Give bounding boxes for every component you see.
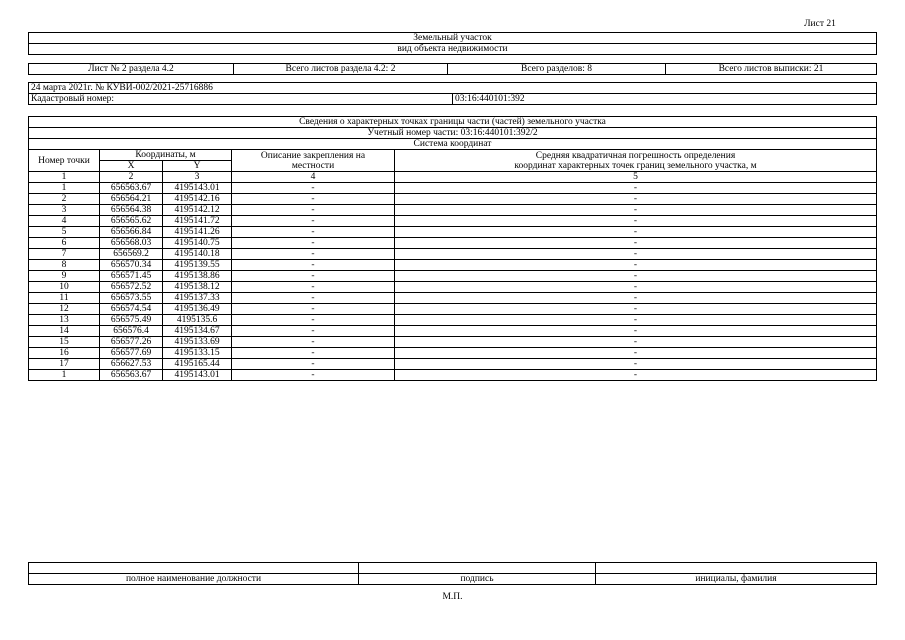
header-error — [395, 150, 877, 172]
point-row — [29, 238, 877, 249]
point-y: 4195143.01 — [163, 370, 232, 381]
point-x: 656564.38 — [100, 205, 163, 216]
point-number: 15 — [29, 337, 100, 348]
point-error: - — [395, 370, 877, 381]
point-error: - — [395, 238, 877, 249]
point-error: - — [395, 326, 877, 337]
header-x: X — [100, 161, 163, 172]
point-number: 9 — [29, 271, 100, 282]
point-description: - — [232, 227, 395, 238]
point-description: - — [232, 348, 395, 359]
column-number-row — [29, 172, 877, 183]
point-row — [29, 348, 877, 359]
point-error: - — [395, 249, 877, 260]
point-row — [29, 260, 877, 271]
point-description: - — [232, 337, 395, 348]
col-number: 3 — [163, 172, 232, 183]
point-y: 4195137.33 — [163, 293, 232, 304]
point-number: 16 — [29, 348, 100, 359]
cadastral-number: 03:16:440101:392 — [453, 94, 877, 105]
point-row — [29, 205, 877, 216]
point-error: - — [395, 348, 877, 359]
point-error: - — [395, 282, 877, 293]
object-type-table — [28, 32, 877, 55]
point-error: - — [395, 194, 877, 205]
point-error: - — [395, 304, 877, 315]
point-y: 4195165.44 — [163, 359, 232, 370]
header-description — [232, 150, 395, 172]
point-x: 656577.26 — [100, 337, 163, 348]
point-y: 4195139.55 — [163, 260, 232, 271]
point-x: 656627.53 — [100, 359, 163, 370]
point-number: 2 — [29, 194, 100, 205]
total-sheets-extract: Всего листов выписки: 21 — [666, 64, 877, 75]
stamp-placeholder: М.П. — [442, 592, 463, 602]
header-error-line2: координат характерных точек границ земельного участка, м — [514, 160, 757, 171]
point-description: - — [232, 205, 395, 216]
point-number: 14 — [29, 326, 100, 337]
point-x: 656568.03 — [100, 238, 163, 249]
point-description: - — [232, 326, 395, 337]
point-x: 656572.52 — [100, 282, 163, 293]
boundary-points-table — [28, 116, 877, 381]
point-x: 656564.21 — [100, 194, 163, 205]
point-number: 5 — [29, 227, 100, 238]
point-row — [29, 227, 877, 238]
point-error: - — [395, 359, 877, 370]
point-description: - — [232, 249, 395, 260]
doc-reference: 24 марта 2021г. № КУВИ-002/2021-25716886 — [29, 83, 877, 94]
point-row — [29, 337, 877, 348]
point-description: - — [232, 271, 395, 282]
point-row — [29, 315, 877, 326]
point-number: 4 — [29, 216, 100, 227]
header-point-number: Номер точки — [29, 150, 100, 172]
total-sheets-section: Всего листов раздела 4.2: 2 — [234, 64, 448, 75]
point-row — [29, 304, 877, 315]
point-row — [29, 216, 877, 227]
name-blank — [596, 563, 877, 574]
sheet-info-table — [28, 63, 877, 75]
point-x: 656577.69 — [100, 348, 163, 359]
doc-ref-table — [28, 82, 877, 105]
point-number: 3 — [29, 205, 100, 216]
point-error: - — [395, 315, 877, 326]
point-row — [29, 183, 877, 194]
point-y: 4195142.12 — [163, 205, 232, 216]
col-number: 1 — [29, 172, 100, 183]
point-description: - — [232, 359, 395, 370]
point-number: 11 — [29, 293, 100, 304]
point-y: 4195133.69 — [163, 337, 232, 348]
point-error: - — [395, 337, 877, 348]
object-subtitle: вид объекта недвижимости — [29, 44, 877, 55]
header-y: Y — [163, 161, 232, 172]
point-row — [29, 249, 877, 260]
point-number: 13 — [29, 315, 100, 326]
signature-label: подпись — [359, 574, 596, 585]
object-title: Земельный участок — [29, 33, 877, 44]
sheet-section: Лист № 2 раздела 4.2 — [29, 64, 234, 75]
point-row — [29, 370, 877, 381]
cadastral-label: Кадастровый номер: — [29, 94, 453, 105]
position-blank — [29, 563, 359, 574]
point-description: - — [232, 304, 395, 315]
name-label: инициалы, фамилия — [596, 574, 877, 585]
point-x: 656575.49 — [100, 315, 163, 326]
point-row — [29, 282, 877, 293]
point-error: - — [395, 293, 877, 304]
point-y: 4195138.12 — [163, 282, 232, 293]
header-description-line1: Описание закрепления на — [260, 150, 366, 161]
sheet-number: Лист 21 — [804, 19, 836, 29]
point-y: 4195141.72 — [163, 216, 232, 227]
point-description: - — [232, 238, 395, 249]
point-number: 17 — [29, 359, 100, 370]
point-description: - — [232, 194, 395, 205]
total-sections: Всего разделов: 8 — [448, 64, 666, 75]
point-x: 656571.45 — [100, 271, 163, 282]
point-x: 656566.84 — [100, 227, 163, 238]
point-number: 7 — [29, 249, 100, 260]
point-error: - — [395, 227, 877, 238]
point-x: 656563.67 — [100, 183, 163, 194]
point-x: 656565.62 — [100, 216, 163, 227]
point-x: 656563.67 — [100, 370, 163, 381]
point-y: 4195140.75 — [163, 238, 232, 249]
point-row — [29, 194, 877, 205]
point-x: 656570.34 — [100, 260, 163, 271]
point-x: 656573.55 — [100, 293, 163, 304]
point-description: - — [232, 370, 395, 381]
point-y: 4195143.01 — [163, 183, 232, 194]
point-row — [29, 271, 877, 282]
point-y: 4195134.67 — [163, 326, 232, 337]
point-y: 4195142.16 — [163, 194, 232, 205]
point-row — [29, 359, 877, 370]
position-label: полное наименование должности — [29, 574, 359, 585]
point-error: - — [395, 183, 877, 194]
point-row — [29, 293, 877, 304]
point-row — [29, 326, 877, 337]
point-y: 4195141.26 — [163, 227, 232, 238]
point-y: 4195136.49 — [163, 304, 232, 315]
header-error-line1: Средняя квадратичная погрешность определения — [535, 150, 736, 161]
col-number: 5 — [395, 172, 877, 183]
part-number: Учетный номер части: 03:16:440101:392/2 — [29, 128, 877, 139]
coordinate-system: Система координат — [29, 139, 877, 150]
point-x: 656576.4 — [100, 326, 163, 337]
point-description: - — [232, 183, 395, 194]
point-y: 4195135.6 — [163, 315, 232, 326]
points-body — [29, 183, 877, 381]
point-description: - — [232, 315, 395, 326]
point-x: 656574.54 — [100, 304, 163, 315]
header-coordinates: Координаты, м — [100, 150, 232, 161]
point-description: - — [232, 293, 395, 304]
point-y: 4195138.86 — [163, 271, 232, 282]
point-number: 12 — [29, 304, 100, 315]
point-number: 8 — [29, 260, 100, 271]
signature-blank — [359, 563, 596, 574]
point-y: 4195133.15 — [163, 348, 232, 359]
point-description: - — [232, 260, 395, 271]
point-error: - — [395, 271, 877, 282]
point-x: 656569.2 — [100, 249, 163, 260]
point-error: - — [395, 260, 877, 271]
section-title: Сведения о характерных точках границы части (частей) земельного участка — [29, 117, 877, 128]
point-number: 10 — [29, 282, 100, 293]
signature-table — [28, 562, 877, 585]
point-y: 4195140.18 — [163, 249, 232, 260]
col-number: 2 — [100, 172, 163, 183]
header-description-line2: местности — [291, 160, 335, 171]
point-description: - — [232, 216, 395, 227]
point-number: 6 — [29, 238, 100, 249]
point-error: - — [395, 205, 877, 216]
point-number: 1 — [29, 370, 100, 381]
point-error: - — [395, 216, 877, 227]
col-number: 4 — [232, 172, 395, 183]
point-description: - — [232, 282, 395, 293]
point-number: 1 — [29, 183, 100, 194]
